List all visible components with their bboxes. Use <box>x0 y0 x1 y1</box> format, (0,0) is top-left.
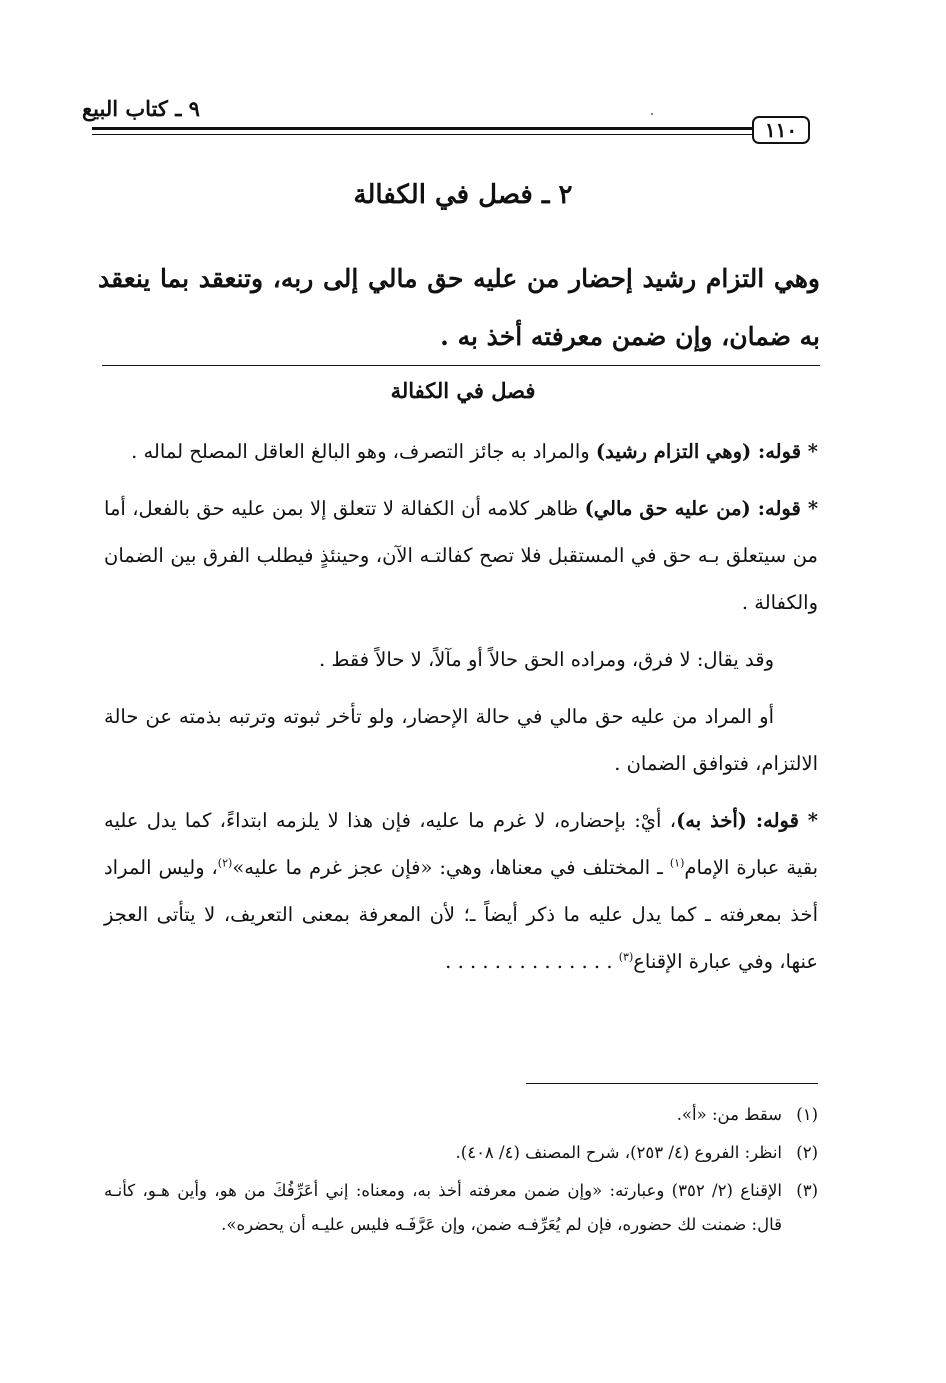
footnote-item <box>104 1098 818 1132</box>
quoted-phrase: (أخذ به) <box>676 809 748 832</box>
page-number: ١١٠ <box>752 116 810 144</box>
footnote-item <box>104 1174 818 1242</box>
footnote-ref[interactable]: (٢) <box>217 856 233 870</box>
footnote-number: (٣) <box>796 1181 818 1200</box>
footnote-number: (٢) <box>796 1143 818 1162</box>
footnote-ref[interactable]: (١) <box>669 856 685 870</box>
paragraph-text: والمراد به جائز التصرف، وهو البالغ العاقل المصلح لماله . <box>131 440 596 463</box>
running-head: ٩ ـ كتاب البيع <box>82 96 200 121</box>
commentary-paragraph <box>104 428 818 475</box>
matn-separator <box>102 365 820 366</box>
paragraph-text: ـ المختلف في معناها، وهي: «فإن عجز غرم ما عليه» <box>232 856 670 879</box>
quoted-phrase: (من عليه حق مالي) <box>584 497 751 520</box>
commentary-title: فصل في الكفالة <box>390 378 536 403</box>
commentary-paragraph <box>104 797 818 985</box>
footnote-rule <box>526 1083 818 1084</box>
footnote-number: (١) <box>796 1105 818 1124</box>
footnote-item <box>104 1136 818 1170</box>
commentary-paragraph <box>104 485 818 626</box>
quoted-phrase: (وهي التزام رشيد) <box>595 440 752 463</box>
continuation-dots: . . . . . . . . . . . . . . <box>445 950 619 973</box>
commentary-paragraph: أو المراد من عليه حق مالي في حالة الإحضار، ولو تأخر ثبوته وترتبه بذمته عن حالة الالتزام، فتوافق الضمان . <box>104 705 818 775</box>
header-rule-thin <box>92 134 752 135</box>
header-rule-thick <box>92 127 752 130</box>
footnote-text: الإقناع (٢/ ٣٥٢) وعبارته: «وإن ضمن معرفته أخذ به، ومعناه: إني أعَرِّفُكَ من هو، وأين هـو، كأنـه قال: ضمنت لك حضوره، فإن لم يُعَرِّفـه ضمن، وإن عَرَّفَـه فليس عليـه أن يحضره». <box>104 1181 782 1234</box>
section-title: ٢ ـ فصل في الكفالة <box>353 180 573 210</box>
qawluhu-marker: * قوله: <box>747 809 818 832</box>
commentary-paragraph: وقد يقال: لا فرق، ومراده الحق حالاً أو مآلاً، لا حالاً فقط . <box>319 648 774 671</box>
footnote-text: سقط من: «أ». <box>676 1105 782 1124</box>
footnotes <box>104 1098 818 1246</box>
print-speck <box>651 113 653 115</box>
qawluhu-marker: * قوله: <box>751 440 818 463</box>
paragraph-text: ، وليس المراد أخذ بمعرفته ـ كما يدل عليه ما ذكر أيضاً ـ؛ لأن المعرفة بمعنى التعريف، لا يتأتى العجز عنها، وفي عبارة الإقناع <box>104 856 818 973</box>
paragraph-text: ظاهر كلامه أن الكفالة لا تتعلق إلا بمن عليه حق بالفعل، أما من سيتعلق بـه حق في المستقبل فلا تصح كفالتـه الآن، وحينئذٍ فيطلب الفرق بين الضمان والكفالة . <box>104 497 818 614</box>
matn-text: وهي التزام رشيد إحضار من عليه حق مالي إلى ربه، وتنعقد بما ينعقد به ضمان، وإن ضمن معرفته أخذ به . <box>98 264 820 351</box>
qawluhu-marker: * قوله: <box>750 497 819 520</box>
commentary-body <box>104 428 818 995</box>
paragraph-text: ، أيْ: بإحضاره، لا غرم ما عليه، فإن هذا لا يلزمه ابتداءً، كما يدل عليه بقية عبارة الإمام <box>104 809 818 879</box>
footnote-ref[interactable]: (٣) <box>618 950 634 964</box>
footnote-text: انظر: الفروع (٤/ ٢٥٣)، شرح المصنف (٤/ ٤٠٨). <box>455 1143 782 1162</box>
